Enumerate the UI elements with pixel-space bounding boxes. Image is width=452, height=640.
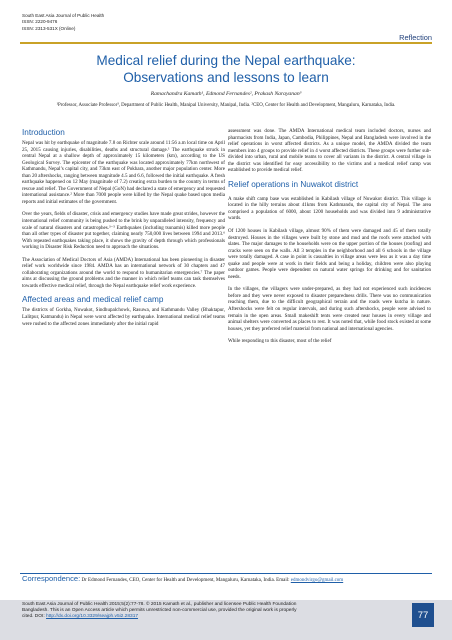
introduction-paragraph-1: Nepal was hit by earthquake of magnitude 7.8 on Richter scale around 11:56 a.m local time on April 25, 2015 causing injuries, disabilities, deaths and structural damage.¹ The earthquake struck in central Nepal at a shallow depth of approximately 15 kilometers (km), according to the US Geological Survey. The epicenter of the earthquake was located approximately 77km northwest of Kathmandu, Nepal’s capital city, and 73km east of Pokhara, another major population center. More than 20 aftershocks, ranging between magnitude 4.5 and 6.6, followed the initial earthquake. A fresh earthquake happened on 12 May (magnitude of 7.2) creating extra burden to the country in terms of rescue and relief. The Government of Nepal (GoN) had declared a state of emergency and requested international assistance.² More than 7000 people were killed by the Nepal quake based upon media reports and initial estimates of the government. xyxy=(22,140,225,205)
introduction-paragraph-2: Over the years, fields of disaster, crisis and emergency studies have made great strides, however the international relief community is being pushed to the brink by unparalleled intensity, frequency and scale of natural disasters and catastrophes.³⁻⁵ Earthquakes (including tsunamis) killed more people than all other types of disaster put together, claiming nearly 750,000 lives between 1994 and 2013.⁶ With repeated earthquakes taking place, it shows the gravity of depth through which professionals working in Disaster Risk Reduction need to approach the situations. xyxy=(22,211,225,251)
footer-line-3 xyxy=(22,614,406,620)
journal-issn-online: ISSN: 2313-531X (Online) xyxy=(22,25,76,31)
page-footer xyxy=(0,600,452,640)
introduction-heading: Introduction xyxy=(22,128,65,137)
journal-name: South East Asia Journal of Public Health xyxy=(22,13,105,18)
affected-areas-heading: Affected areas and medical relief camp xyxy=(22,295,164,305)
relief-paragraph-2: Of 1200 houses in Kabilash village, almost 90% of them were damaged and 45 of them totally destroyed. Houses in the villages were built by stone and mud and the roofs were attached with slates. The major damages to the households were on the upper portion of the houses (roofing) and cracks were seen on the walls. All 3 temples in the neighborhood and all 6 schools in the village were totally damaged. A case in point is casualties in village areas were less as it was a day time quake and people were at work in their fields and being a holiday, children were also playing outdoor games. People were dependent on natural water springs for drinking and for sanitation needs. xyxy=(228,228,431,280)
footer-citation xyxy=(22,602,406,621)
correspondence-label: Correspondence: xyxy=(22,574,81,583)
footer-line-2: Bangladesh. This is an Open Access article which permits unrestricted non-commercial use, provided the original work is properly xyxy=(22,608,297,614)
relief-operations-heading: Relief operations in Nuwakot district xyxy=(228,179,359,189)
correspondence-divider xyxy=(20,573,432,574)
correspondence-block xyxy=(22,576,430,585)
affected-areas-paragraph: The districts of Gorkha, Nuwakot, Sindhupalchowk, Rasuwa, and Kathmandu Valley (Bhaktapur, Lalitpur, Katmandu) in Nepal were worst affected by earthquake. International medical relief teams were rushed to the affected zones immediately after the initial rapid xyxy=(22,307,225,327)
footer-line-1: South East Asia Journal of Public Health 2015;5(2):77-78. © 2015 Kamath et al., publisher and licensee Public Health Foundation xyxy=(22,602,297,607)
assessment-paragraph: assessment was done. The AMDA International medical team included doctors, nurses and pharmacists from India, Japan, Cambodia, Philippines, Nepal and Bangladesh were involved in the relief operations in worst affected districts. As a unique model, the AMDA divided the team members into 4 groups to provide relief in 4 worst affected districts. These groups were further sub-divided into urban, rural and mobile teams to cover all variants in the district. A central village in the district was identified for easy accessibility to the victims and a medical relief camp was established to provide medical relief. xyxy=(228,128,431,174)
relief-paragraph-3: In the villages, the villagers were under-prepared, as they had not experienced such incidences before and they were never exposed to disaster preparedness drills. There was no communication reaching them, due to the difficult geographical terrain and the roads were kutcha in nature. Aftershocks were felt on regular intervals, and during such aftershocks, people were advised to remain in the open areas. Small makeshift tents were created near houses in every village and animal shelters were converted as places to rest. It was noted that, while food stock existed at some houses, yet they preferred relief material from national and international agencies. xyxy=(228,286,431,332)
footer-doi-label: cited. DOI: xyxy=(22,614,45,620)
correspondence-text: Dr Edmond Fernandes, CEO, Center for Health and Development, Mangaluru, Karnataka, India. Email: xyxy=(81,578,290,583)
journal-issn: ISSN: 2220-9476 xyxy=(22,19,58,25)
article-title xyxy=(20,53,432,86)
introduction-paragraph-3: The Association of Medical Doctors of Asia (AMDA) International has been pioneering in disaster relief work worldwide since 1984. AMDA has an international network of 30 chapters and 47 collaborating organizations around the world to respond to humanitarian emergencies.⁷ The paper aims at discussing the ground problems and the manner in which relief teams can task themselves towards effective medical relief, through the Nepal earthquake relief work experience. xyxy=(22,256,225,289)
doi-link[interactable]: http://dx.doi.org/10.3329/seajph.v5i2.28317 xyxy=(46,614,139,620)
title-line-2: Observations and lessons to learn xyxy=(123,69,329,85)
correspondence-email-link[interactable]: edmondvirgo@gmail.com xyxy=(290,578,344,583)
relief-paragraph-1: A make shift camp base was established in Kabilash village of Nuwakot district. This village is located in the hilly terrains about 41kms from Kathmandu, the capital city of Nepal. The area comprised a population of 6000, about 1200 households and was divided into 9 administrative wards. xyxy=(228,195,431,222)
relief-paragraph-4: While responding to this disaster, most of the relief xyxy=(228,338,332,345)
title-line-1: Medical relief during the Nepal earthquake: xyxy=(96,53,356,68)
section-label: Reflection xyxy=(399,33,432,42)
journal-header xyxy=(22,13,104,32)
page-number: 77 xyxy=(412,603,434,627)
affiliations: ¹Professor, Associate Professor³, Department of Public Health, Manipal University, Manipal, India. ²CEO, Center for Health and Development, Mangaluru, Karnataka, India. xyxy=(56,103,396,108)
right-column xyxy=(228,128,431,351)
author-list: Ramachandra Kamath¹, Edmond Fernandes², Prakash Narayanan³ xyxy=(150,91,302,97)
left-column xyxy=(22,128,225,333)
header-divider xyxy=(20,42,432,44)
